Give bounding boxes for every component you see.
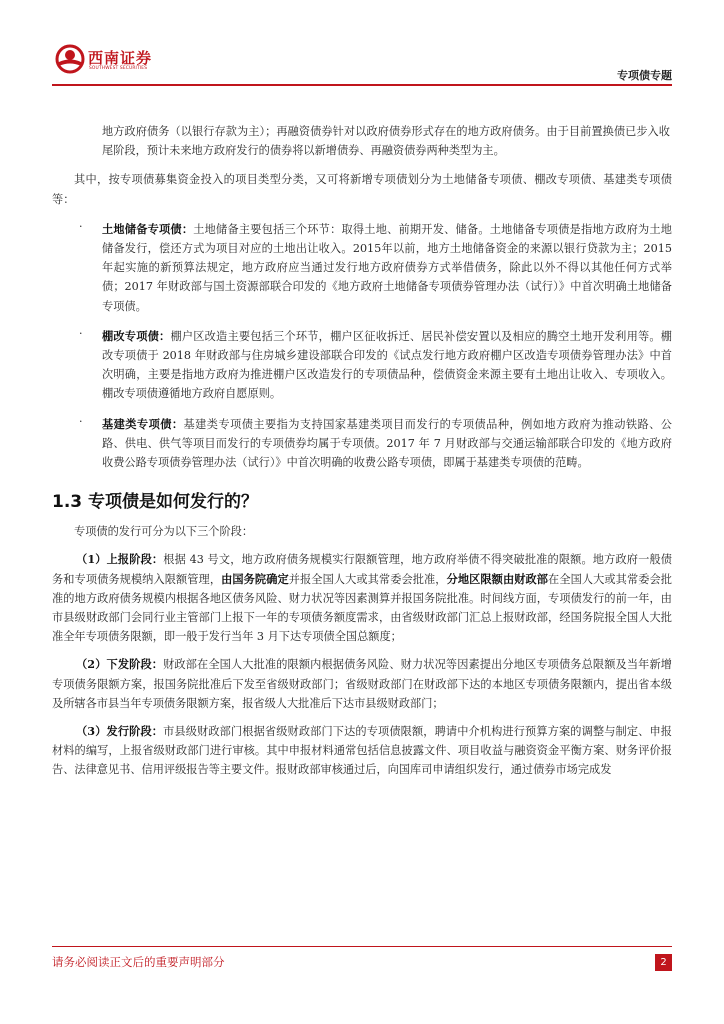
main-content xyxy=(52,122,672,780)
bullet-text: 基建类专项债主要指为支持国家基建类项目而发行的专项债品种，例如地方政府为推动铁路、公路、供电、供气等项目而发行的专项债券均属于专项债。2017 年 7 月财政部与交通运输部联合印发的《地方政府收费公路专项债券管理办法（试行）》中首次明确的收费公路专项债，即属于基建类专项债的范畴。 xyxy=(102,417,672,470)
bullet-land-reserve xyxy=(52,220,672,316)
bullet-title: 土地储备专项债： xyxy=(102,221,194,236)
logo-chinese-name: 西南证券 xyxy=(88,49,153,67)
logo-mark-icon xyxy=(55,44,85,74)
header-divider xyxy=(52,84,672,86)
bullet-shantytown xyxy=(52,327,672,404)
bullet-dot-icon: · xyxy=(79,219,83,233)
bullet-dot-icon: · xyxy=(79,326,83,340)
bullet-text: 土地储备主要包括三个环节：取得土地、前期开发、储备。土地储备专项债是指地方政府为土地储备发行，偿还方式为项目对应的土地出让收入。2015年以前，地方土地储备资金的来源以银行贷款为主；2015年起实施的新预算法规定，地方政府应当通过发行地方政府债券方式举借债务，除此以外不得以其他任何方式举债；2017 年财政部与国土资源部联合印发的《地方政府土地储备专项债券管理办法（试行）》中首次明确土地储备专项债。 xyxy=(102,222,672,313)
bullet-paragraph xyxy=(102,327,672,404)
bullet-dot-icon: · xyxy=(79,414,83,428)
step-text: 在全国人大或其常委会批准的地方政府债务规模内根据各地区债务风险、财力状况等因素测算并报国务院批准。时间线方面，专项债发行的前一年，由市县级财政部门会同行业主管部门上报下一年的专项债务额度需求，由省级财政部门汇总上报财政部，经国务院报全国人大批准全年专项债务限额，即一般于发行当年 3 月下达专项债全国总额度； xyxy=(52,572,672,644)
bullet-paragraph xyxy=(102,415,672,473)
step-text: 并报全国人大或其常委会批准， xyxy=(288,572,447,586)
step-reporting xyxy=(52,550,672,646)
bullet-title: 基建类专项债： xyxy=(102,416,184,431)
bullet-title: 棚改专项债： xyxy=(102,328,171,343)
bullet-text: 棚户区改造主要包括三个环节，棚户区征收拆迁、居民补偿安置以及相应的腾空土地开发利用等。棚改专项债于 2018 年财政部与住房城乡建设部联合印发的《试点发行地方政府棚户区改造专项债券管理办法》中首次明确，主要是指地方政府为推进棚户区改造发行的专项债品种，偿债资金来源主要有土地出让收入、专项收入。棚改专项债遵循地方政府自愿原则。 xyxy=(102,329,672,401)
disclaimer-notice: 请务必阅读正文后的重要声明部分 xyxy=(52,955,225,969)
step-text: 根据 43 号文，地方政府债务规模实行限额管理，地方政府举债不得突破批准的限额。地方政府一般债务和专项债务规模纳入限额管理， xyxy=(52,553,672,586)
step-emphasis: 由国务院确定 xyxy=(221,571,289,586)
step-text: 市县级财政部门根据省级财政部门下达的专项债限额，聘请中介机构进行预算方案的调整与制定、申报材料的编写，上报省级财政部门进行审核。其中申报材料通常包括信息披露文件、项目收益与融资资金平衡方案、财务评价报告、法律意见书、信用评级报告等主要文件。报财政部审核通过后，向国库司申请组织发行，通过债券市场完成发 xyxy=(52,725,672,777)
step-label: （1）上报阶段： xyxy=(76,552,164,567)
section-intro: 专项债的发行可分为以下三个阶段： xyxy=(74,525,254,539)
bullet-paragraph xyxy=(102,220,672,316)
step-allocation xyxy=(52,655,672,713)
page-number: 2 xyxy=(655,954,672,971)
step-issuance xyxy=(52,722,672,780)
step-label: （2）下发阶段： xyxy=(76,657,164,672)
step-emphasis: 分地区限额由财政部 xyxy=(446,571,549,586)
logo-english-name: SOUTHWEST SECURITIES xyxy=(89,66,148,71)
company-logo xyxy=(55,44,175,74)
report-series-title: 专项债专题 xyxy=(617,69,672,82)
section-heading: 1.3 专项债是如何发行的？ xyxy=(52,492,259,513)
bullet-infrastructure xyxy=(52,415,672,473)
intro-continued-paragraph: 地方政府债务（以银行存款为主）；再融资债券针对以政府债券形式存在的地方政府债务。由于目前置换债已步入收尾阶段，预计未来地方政府发行的债券将以新增债券、再融资债券两种类型为主。 xyxy=(102,125,670,158)
step-text: 财政部在全国人大批准的限额内根据债务风险、财力状况等因素提出分地区专项债务总限额及当年新增专项债务限额方案，报国务院批准后下发至省级财政部门；省级财政部门在财政部下达的本地区专项债务限额内，提出省本级及所辖各市县当年专项债务限额方案，报省级人大批准后下达市县级财政部门； xyxy=(52,658,672,710)
step-label: （3）发行阶段： xyxy=(76,724,164,739)
classification-paragraph: 其中，按专项债募集资金投入的项目类型分类，又可将新增专项债划分为土地储备专项债、棚改专项债、基建类专项债等： xyxy=(52,173,672,206)
footer-divider xyxy=(52,946,672,947)
